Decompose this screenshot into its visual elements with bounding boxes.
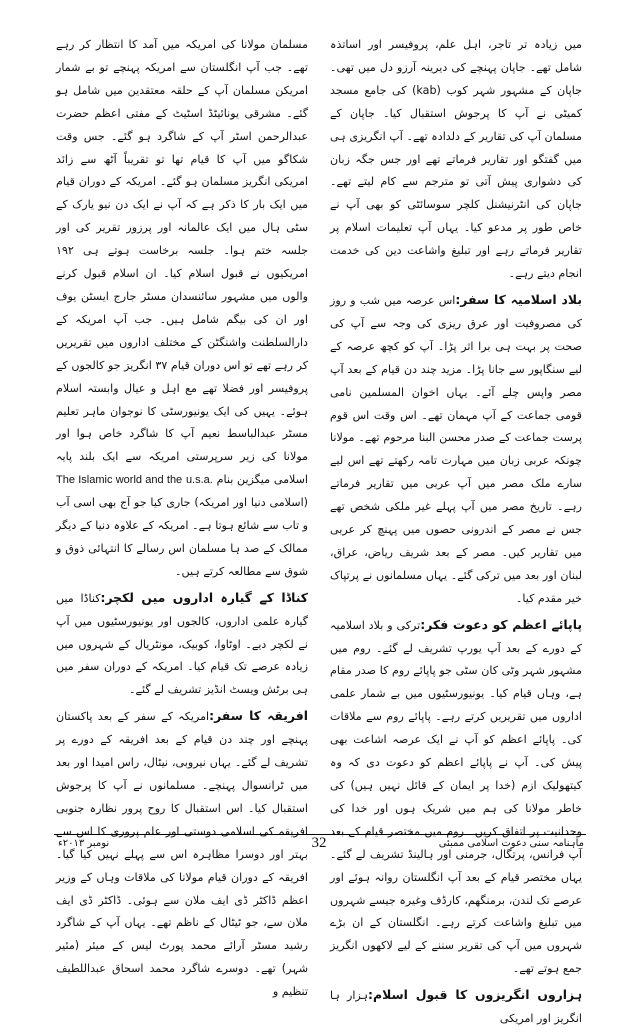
issue-date: نومبر ۲۰۱۳ء — [58, 838, 110, 849]
section-heading: بلاد اسلامیہ کا سفر: — [455, 291, 582, 307]
paragraph: بلاد اسلامیہ کا سفر:اس عرصہ میں شب و روز کی مصروفیت اور عرق ریزی کی وجہ سے آپ کی صحت پر بہت ہی برا اثر پڑا۔ آپ کو کچھ عرصہ کے لیے سنگاپور سے جانا پڑا۔ مزید چند دن قیام کے بعد آپ مصر واپس چلے آئے۔ یہاں اخوان المسلمین نامی قومی جماعت کے آپ مہمان تھے۔ اس وقت اس قوم پرست جماعت کے صدر محسن البنا مرحوم تھے۔ مولانا چونکہ عربی زبان میں مہارت تامہ رکھتے تھے اس لیے سارے ملک مصر میں آپ عربی میں تقاریر فرماتے رہے۔ تاریخ مصر میں آپ پہلے غیر ملکی شخص تھے جس نے مصر کے اندرونی حصوں میں پہنچ کر عربی میں تقاریر کیں۔ مصر کے بعد شریف ریاض، عراق، لبنان اور بعد میں ترکی گئے۔ یہاں مسلمانوں نے پرتپاک خیر مقدم کیا۔ — [330, 291, 582, 605]
paragraph: ہزاروں انگریزوں کا قبول اسلام:ہزار ہا انگریز اور امریکی — [330, 987, 583, 1026]
paragraph: افریقہ کا سفر:امریکہ کے سفر کے بعد پاکستان پہنچے اور چند دن قیام کے بعد افریقہ کے دورے پر تشریف لے گئے۔ یہاں نیروبی، نیٹال، راس امیدا اور بعد میں ٹرانسوال پہنچے۔ مسلمانوں نے آپ کا پرجوش استقبال کیا۔ اس استقبال کا روح پرور نظارہ جنوبی افریقہ کی اسلامی دوستی اور علم پروری کا اس سے بہتر اور دوسرا مظاہرہ اس سے پہلے نہیں کیا گیا۔ افریقہ کے دوران قیام مولانا کی ملاقات وہاں کے وزیر اعظم ڈاکٹر ڈی ایف ملان سے ہوئی۔ ڈاکٹر ڈی ایف ملان سے، جو ٹیٹال کے ناظم تھے۔ یہاں آپ کے شاگرد رشید مسٹر آرائے محمد پورٹ لیس کے میئر (مئیر شہر) تھے۔ دوسرے شاگرد محمد اسحاق عبداللطیف تنظیم و — [56, 708, 308, 999]
section-heading: پاپائے اعظم کو دعوت فکر: — [420, 616, 582, 632]
section-heading: ہزاروں انگریزوں کا قبول اسلام: — [368, 987, 583, 1003]
section-heading: افریقہ کا سفر: — [209, 708, 308, 724]
paragraph: مسلمان مولانا کی امریکہ میں آمد کا انتظار کر رہے تھے۔ جب آپ انگلستان سے امریکہ پہنچے تو بے شمار امریکن مسلمان آپ کے حلقہ معتقدین میں شامل ہو گئے۔ مشرقی یونائیٹڈ اسٹیٹ کے مفتی اعظم حضرت عبدالرحمن اسٹر آپ کے شاگرد ہو گئے۔ جس وقت شکاگو میں آپ کا قیام تھا تو تقریباً آٹھ سے زائد امریکی انگریز مسلمان ہو گئے۔ امریکہ کے دوران قیام میں ایک بار کا ذکر ہے کہ آپ نے ایک دن نیو یارک کے سٹی ہال میں ایک عالمانہ اور پرزور تقریر کی اور جلسہ ختم ہوا۔ جلسہ برخاست ہوتے ہی ۱۹۲ امریکیوں نے قبول اسلام کیا۔ ان اسلام قبول کرنے والوں میں مشہور سائنسدان مسٹر جارج ایسٹن یوف اور ان کی بیگم شامل ہیں۔ جب آپ امریکہ کے دارالسلطنت واشنگٹن کے مختلف اداروں میں تقریریں کر رہے تھے تو اس دوران قیام ۳۷ انگریز جو کالجوں کے پروفیسر اور فضلا تھے مع اہل و عیال وابستہ اسلام ہوئے۔ یہیں کی ایک یونیورسٹی کا نوجوان ماہر تعلیم مسٹر عبدالباسط نعیم آپ کا شاگرد خاص ہوا اور مولانا کی زیر سرپرستی امریکہ سے ایک بلند پایہ اسلامی میگزین بنام The Islamic world and the u.s.a.(اسلامی دنیا اور امریکہ) جاری کیا جو آج بھی اسی آب و تاب سے شائع ہوتا ہے۔ امریکہ کے علاوہ دنیا کے دیگر ممالک کے صد ہا مسلمان اس رسالے کا انتہائی ذوق و شوق سے مطالعہ کرتے ہیں۔ — [56, 38, 309, 578]
right-column — [330, 34, 582, 1034]
left-column — [56, 34, 308, 1007]
english-magazine-title: The Islamic world and the — [56, 474, 183, 487]
english-magazine-suffix: u.s.a. — [185, 474, 213, 487]
page-number: 32 — [311, 835, 327, 851]
publication-name: ماہنامہ سنی دعوت اسلامی ممبئی — [438, 838, 584, 849]
page-footer — [0, 834, 638, 856]
paragraph: میں زیادہ تر تاجر، اہل علم، پروفیسر اور اساتذہ شامل تھے۔ جاپان پہنچے کی دیرینہ آرزو دل میں تھی۔ جاپان کے مشہور شہر کوب (kab) کی جامع مسجد کمیٹی نے آپ کا پرجوش استقبال کیا۔ جاپان کے مسلمان آپ کی تقاریر کے دلدادہ تھے۔ آپ انگریزی ہی میں گفتگو اور تقاریر فرماتے تھے اور جس جگہ زبان کی دشواری پیش آتی تو مترجم سے کام لیتے تھے۔ جاپان کی انٹرنیشنل کلچر سوسائٹی کو بھی آپ نے خاص طور پر مدعو کیا۔ یہاں آپ تعلیمات اسلام پر تقاریر فرماتے رہے اور تبلیغ واشاعت دین کی خدمت انجام دیتے رہے۔ — [330, 38, 583, 281]
section-heading: کناڈا کے گیارہ اداروں میں لکچر: — [100, 589, 309, 605]
paragraph: کناڈا کے گیارہ اداروں میں لکچر:کناڈا میں گیارہ علمی اداروں، کالجوں اور یونیورسٹیوں میں آپ نے لکچر دیے۔ اوٹاوا، کوبیک، مونٹریال کے شہروں میں زیادہ عرصے تک قیام کیا۔ امریکہ کے دوران سفر میں ہی برٹش ویسٹ انڈیز تشریف لے گئے۔ — [56, 589, 309, 697]
paragraph: پاپائے اعظم کو دعوت فکر:ترکی و بلاد اسلامیہ کے دورے کے بعد آپ یورپ تشریف لے گئے۔ روم میں مشہور شہر وٹی کان سٹی جو پاپائے روم کا صدر مقام ہے، وہاں قیام کیا۔ یونیورسٹیوں میں بے شمار علمی اداروں میں تقریریں کرتے رہے۔ پاپائے روم سے ملاقات کی۔ پاپائے اعظم کو آپ نے ایک عرصہ اشاعت بھی پیش کی۔ آپ نے پاپائے اعظم کو دعوت دی کہ وہ کیتھولیک ازم (خدا پر ایمان کے قائل نہیں ہیں) کی خاطر مولانا کی ہم میں شریک ہوں اور خدا کی وحدانیت پر اتفاق کریں۔ روم میں مختصر قیام کے بعد آپ فرانس، پرتگال، جرمنی اور ہالینڈ تشریف لے گئے۔ یہاں مختصر قیام کے بعد آپ انگلستان روانہ ہوئے اور عرصے تک لندن، برمنگھم، کارڈف وغیرہ جیسے شہروں میں تبلیغ واشاعت کرتے رہے۔ انگلستان کے ان بڑے شہروں میں آپ کی تقریر سننے کے لیے لاکھوں انگریز جمع ہوتے تھے۔ — [330, 616, 582, 976]
